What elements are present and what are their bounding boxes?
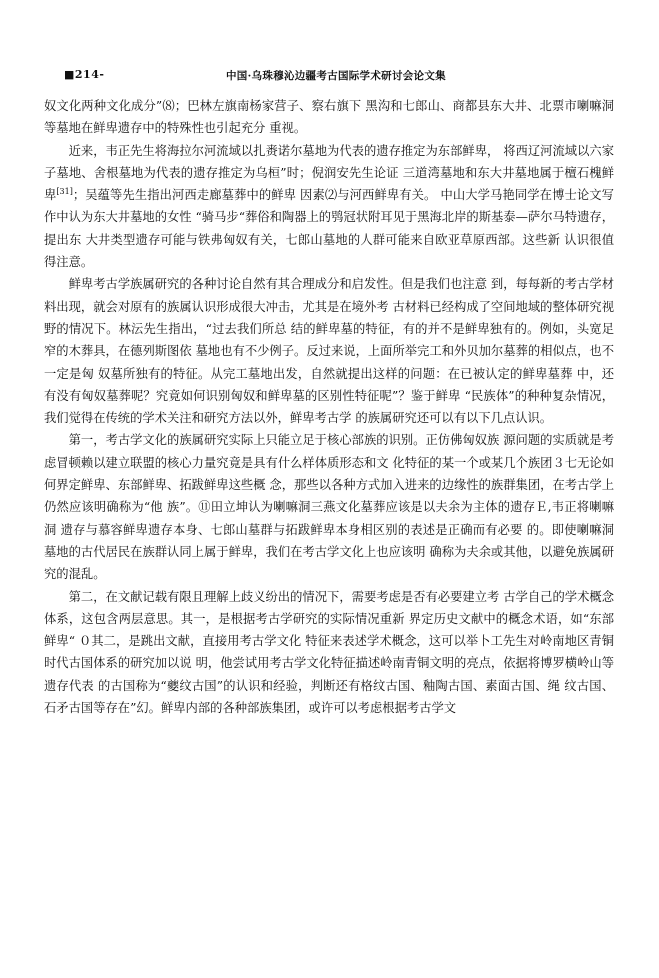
paragraph-3: 鲜卑考古学族属研究的各种讨论自然有其合理成分和启发性。但是我们也注意 到，每每新的考古学材料出现，就会对原有的族属认识形成很大冲击，尤其是在境外考 古材料已经构成了空间地域的整体研究视野的情况下。林沄先生指出，“过去我们所总 结的鲜卑墓的特征，有的并不是鲜卑独有的。例如，头宽足窄的木葬具，在德列斯图依 墓地也有不少例子。反过来说，上面所举完工和外贝加尔墓葬的相似点，也不一定是匈 奴墓所独有的特征。从完工墓地出发，自然就提出这样的问题：在已被认定的鲜卑墓葬 中，还有没有匈奴墓葬呢？究竟如何识别匈奴和鲜卑墓的区别性特征呢”？鉴于鲜卑 “民族体”的种种复杂情况，我们觉得在传统的学术关注和研究方法以外，鲜卑考古学 的族属研究还可以有以下几点认识。 (44, 277, 614, 426)
page-header (58, 68, 618, 84)
paragraph-1: 奴文化两种文化成分”⑻；巴林左旗南杨家营子、察右旗下 黑沟和七郎山、商都县东大井、北票市喇嘛洞等墓地在鲜卑遗存中的特殊性也引起充分 重视。 (44, 99, 614, 136)
paragraph-5: 第二，在文献记载有限且理解上歧义纷出的情况下，需要考虑是否有必要建立考 古学自己的学术概念体系，这包含两层意思。其一，是根据考古学研究的实际情况重新 界定历史文献中的概念术语，如“东部鲜卑“ ０其二，是跳出文献，直接用考古学文化 特征来表述学术概念，这可以举卜工先生对岭南地区青铜时代古国体系的研究加以说 明，他尝试用考古学文化特征描述岭南青铜文明的亮点，依据将博罗横岭山等遗存代表 的古国称为“夔纹古国”的认识和经验，判断还有格纹古国、釉陶古国、素面古国、绳 纹古国、石矛古国等存在”幻。鲜卑内部的各种部族集团，或许可以考虑根据考古学文 (44, 589, 614, 716)
paragraph-2-text-a: 近来，韦正先生将海拉尔河流域以扎赉诺尔墓地为代表的遗存推定为东部鲜卑， 将西辽河流域以六家子墓地、舍根墓地为代表的遗存推定为乌桓”时；倪润安先生论证 三道湾墓地和东大井墓地属于檀石槐鲜卑 (44, 143, 614, 203)
paragraph-2 (44, 140, 614, 274)
running-title: 中国·乌珠穆沁边疆考古国际学术研讨会论文集 (226, 70, 446, 82)
body-text (44, 95, 614, 719)
paragraph-4: 第一，考古学文化的族属研究实际上只能立足于核心部族的识别。正仿佛匈奴族 源问题的实质就是考虑冒顿赖以建立联盟的核心力量究竟是具有什么样体质形态和文 化特征的某一个或某几个族团３七无论如何界定鲜卑、东部鲜卑、拓跋鲜卑这些概 念，那些以各种方式加入进来的边缘性的族群集团，在考古学上仍然应该明确称为“他 族”。⑪田立坤认为喇嘛洞三燕文化墓葬应该是以夫余为主体的遗存Ｅ,韦正将喇嘛洞 遗存与慕容鲜卑遗存本身、七郎山墓群与拓跋鲜卑本身相区别的表述是正确而有必要 的。即使喇嘛洞墓地的古代居民在族群认同上属于鲜卑，我们在考古学文化上也应该明 确称为夫余或其他，以避免族属研究的混乱。 (44, 433, 614, 582)
paragraph-2-text-b: ；吴蕴等先生指出河西走廊墓葬中的鲜卑 因素⑵与河西鲜卑有关。 中山大学马艳同学在博士论文写作中认为东大井墓地的女性 “骑马步“葬俗和陶器上的鸮冠状附耳见于黑海北岸的斯基泰—萨尔马特遗存，提出东 大井类型遗存可能与铁弗匈奴有关，七郎山墓地的人群可能来自欧亚草原西部。这些新 认识很值得注意。 (44, 188, 614, 270)
footnote-ref-31: [31] (56, 187, 73, 197)
page-number: ■214- (64, 68, 105, 81)
